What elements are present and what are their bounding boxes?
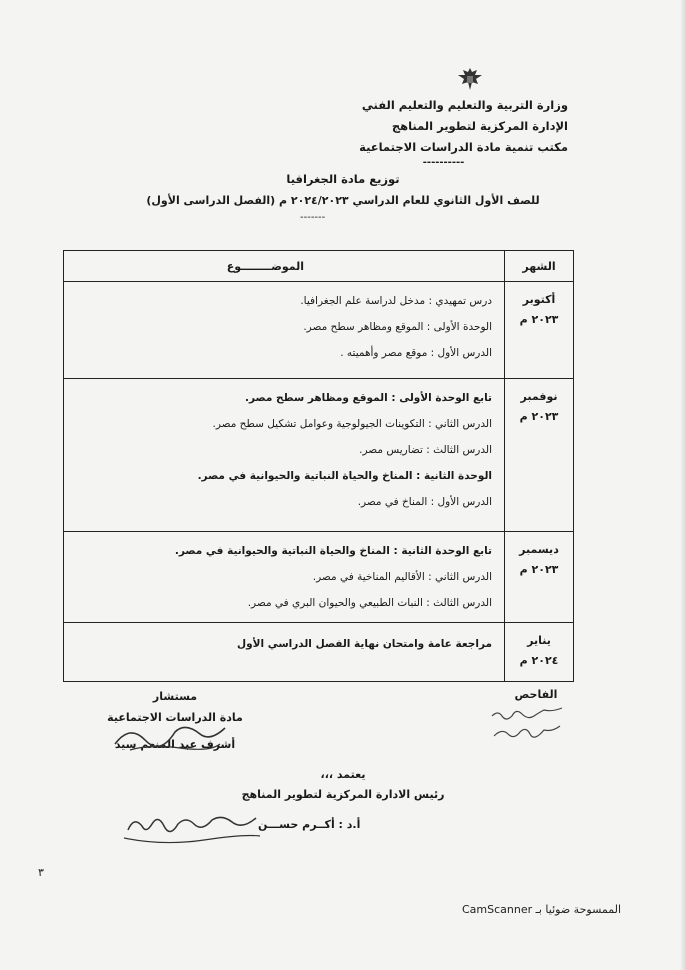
approval-block <box>0 765 686 805</box>
topic-line: الوحدة الأولى : الموقع ومظاهر سطح مصر. <box>303 321 492 333</box>
office-name: مكتب تنمية مادة الدراسات الاجتماعية <box>359 140 568 154</box>
examiner-label: الفاحص <box>514 688 558 701</box>
month-name: أكتوبر <box>522 293 556 306</box>
header-month: الشهر <box>505 251 574 282</box>
month-year: ٢٠٢٣ م <box>519 410 559 423</box>
page-number: ٣ <box>38 866 44 879</box>
advisor-signature-icon <box>110 716 230 756</box>
examiner-signature-icon <box>488 702 568 747</box>
approved-label: يعتمد ،،، <box>320 768 366 781</box>
month-year: ٢٠٢٣ م <box>519 313 559 326</box>
topic-line: تابع الوحدة الثانية : المناخ والحياة النباتية والحيوانية في مصر. <box>174 545 492 557</box>
table-row <box>64 379 574 532</box>
month-name: يناير <box>527 634 551 647</box>
topic-cell <box>64 379 505 532</box>
approver-name: أ.د : أكــرم حســـن <box>258 818 361 831</box>
ministry-header <box>359 95 568 168</box>
month-cell <box>505 623 574 682</box>
topic-line: الدرس الثاني : التكوينات الجيولوجية وعوامل تشكيل سطح مصر. <box>212 418 492 430</box>
topic-line: الدرس الثاني : الأقاليم المناخية في مصر. <box>312 571 492 583</box>
month-cell <box>505 532 574 623</box>
month-cell <box>505 282 574 379</box>
document-subtitle: للصف الأول الثانوي للعام الدراسي ٢٠٢٤/٢٠٢٣ م (الفصل الدراسى الأول) <box>146 194 540 207</box>
page-edge-shadow <box>680 0 686 970</box>
topic-line: الدرس الأول : المناخ في مصر. <box>357 496 492 508</box>
topic-line: مراجعة عامة وامتحان نهاية الفصل الدراسي الأول <box>237 638 492 650</box>
month-name: ديسمبر <box>519 543 559 556</box>
approver-title: رئيس الادارة المركزية لتطوير المناهج <box>241 788 445 801</box>
advisor-subject: مادة الدراسات الاجتماعية <box>107 711 243 724</box>
topic-line: الدرس الثالث : النبات الطبيعي والحيوان البري في مصر. <box>247 597 492 609</box>
month-year: ٢٠٢٣ م <box>519 563 559 576</box>
eagle-emblem-icon <box>455 66 485 92</box>
header-topic: الموضــــــــوع <box>64 251 505 282</box>
schedule-table <box>63 250 574 682</box>
topic-cell <box>64 532 505 623</box>
topic-cell <box>64 282 505 379</box>
topic-line: الدرس الثالث : تضاريس مصر. <box>359 444 492 456</box>
scanner-watermark: الممسوحة ضوئيا بـ CamScanner <box>462 903 622 916</box>
month-name: نوفمبر <box>520 390 558 403</box>
month-cell <box>505 379 574 532</box>
header-dashes: ---------- <box>422 157 465 168</box>
month-year: ٢٠٢٤ م <box>519 654 559 667</box>
topic-line: الدرس الأول : موقع مصر وأهميته . <box>340 347 492 359</box>
approver-signature-icon <box>120 808 265 846</box>
advisor-title: مستشار <box>152 690 198 703</box>
table-row <box>64 532 574 623</box>
ministry-name: وزارة التربية والتعليم والتعليم الفني <box>361 98 568 112</box>
topic-line: الوحدة الثانية : المناخ والحياة النباتية والحيوانية في مصر. <box>197 470 492 482</box>
title-dashes: ------- <box>300 212 326 223</box>
document-title: توزيع مادة الجغرافيا <box>286 172 400 186</box>
table-row <box>64 623 574 682</box>
topic-line: درس تمهيدي : مدخل لدراسة علم الجغرافيا. <box>300 295 492 307</box>
topic-cell <box>64 623 505 682</box>
advisor-name: أشرف عبد المنعم سيد <box>114 738 236 751</box>
table-row <box>64 282 574 379</box>
topic-line: تابع الوحدة الأولى : الموقع ومظاهر سطح مصر. <box>245 392 492 404</box>
department-name: الإدارة المركزية لتطوير المناهج <box>391 119 568 133</box>
table-header-row <box>64 251 574 282</box>
